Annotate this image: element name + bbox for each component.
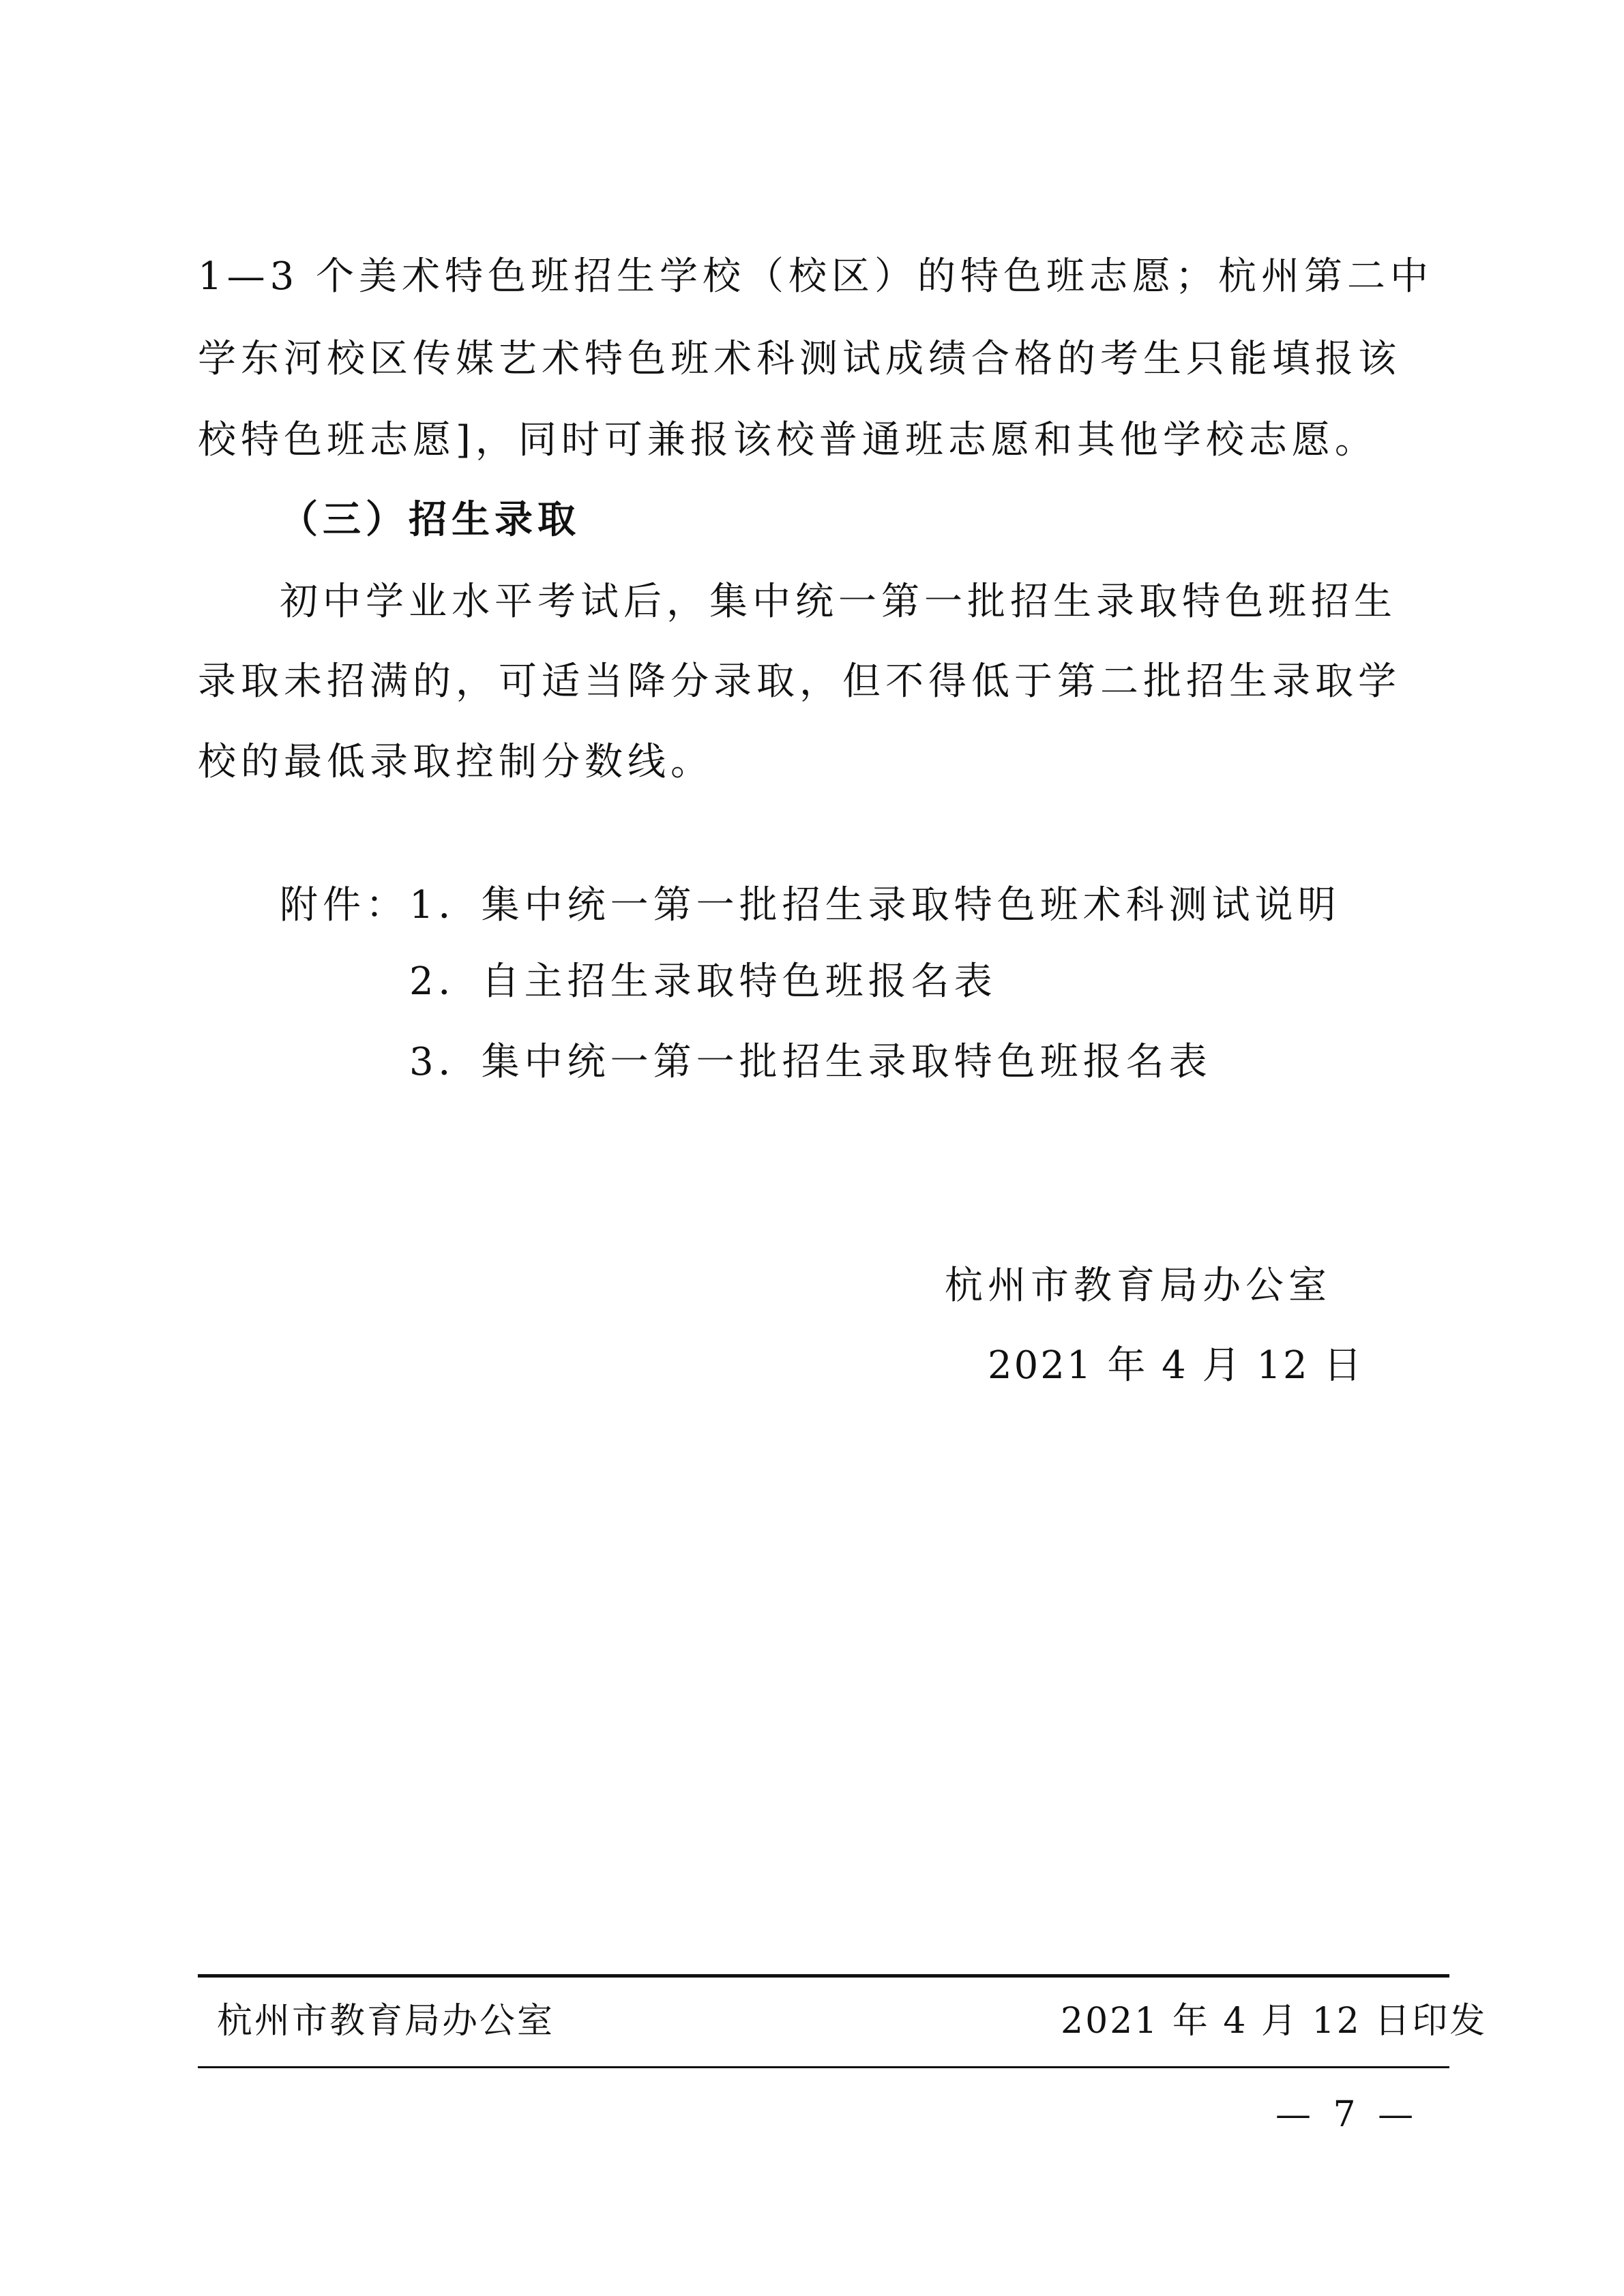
para1-line-3: 校特色班志愿]，同时可兼报该校普通班志愿和其他学校志愿。 bbox=[198, 418, 1378, 462]
footer-issue-date: 2021 年 4 月 12 日印发 bbox=[1061, 2001, 1488, 2042]
para1-line-1: 1—3 个美术特色班招生学校（校区）的特色班志愿；杭州第二中 bbox=[198, 254, 1434, 299]
footer-issuer: 杭州市教育局办公室 bbox=[217, 2001, 555, 2042]
signature-date: 2021 年 4 月 12 日 bbox=[988, 1343, 1364, 1388]
page-number: — 7 — bbox=[1275, 2094, 1419, 2135]
attachment-item-3: 3．集中统一第一批招生录取特色班报名表 bbox=[409, 1040, 1212, 1084]
attachment-item-1: 1．集中统一第一批招生录取特色班术科测试说明 bbox=[409, 883, 1341, 927]
attachment-item-2: 2．自主招生录取特色班报名表 bbox=[409, 959, 997, 1004]
footer-top-rule bbox=[198, 1974, 1449, 1978]
footer-bottom-rule bbox=[198, 2066, 1449, 2068]
section-heading: （三）招生录取 bbox=[280, 498, 580, 542]
para2-line-3: 校的最低录取控制分数线。 bbox=[198, 740, 713, 784]
attachments-label: 附件： bbox=[280, 883, 409, 927]
para1-line-2: 学东河校区传媒艺术特色班术科测试成绩合格的考生只能填报该 bbox=[198, 337, 1401, 381]
para2-line-2: 录取未招满的，可适当降分录取，但不得低于第二批招生录取学 bbox=[198, 659, 1401, 704]
para2-line-1: 初中学业水平考试后，集中统一第一批招生录取特色班招生 bbox=[280, 580, 1397, 624]
signature-issuer: 杭州市教育局办公室 bbox=[945, 1264, 1331, 1308]
